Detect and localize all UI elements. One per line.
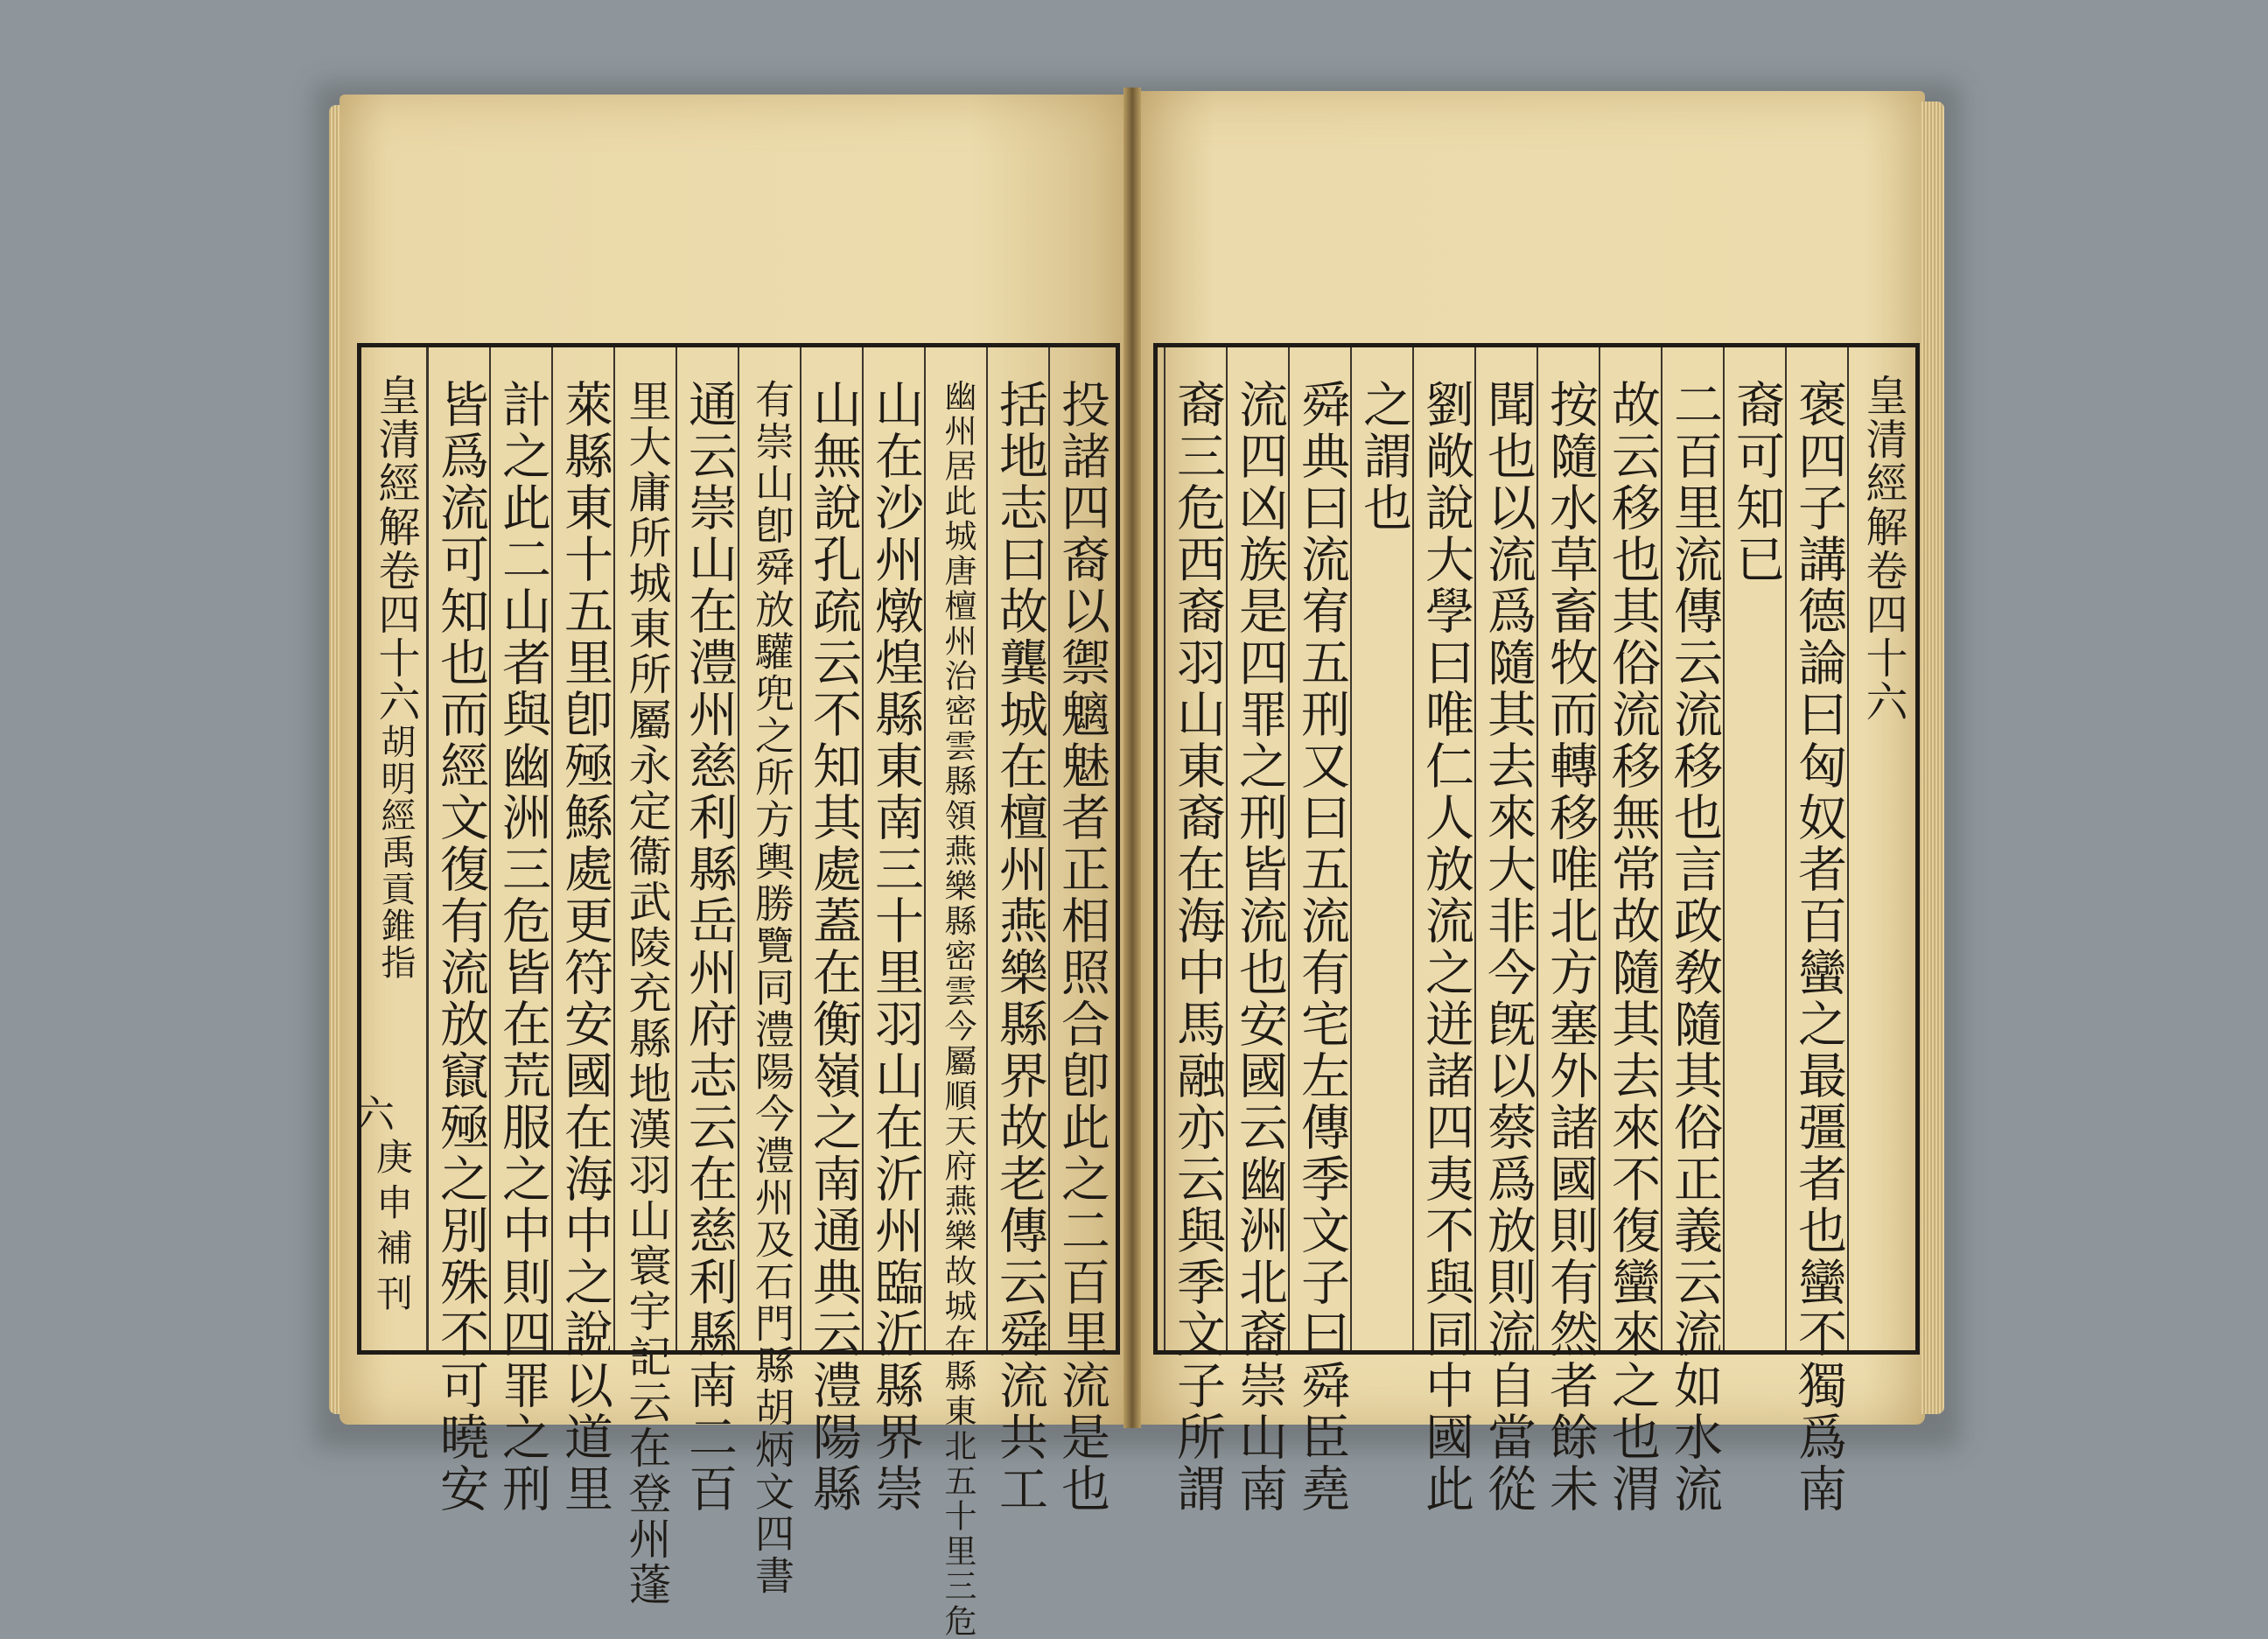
right-text-column: 裔可知已: [1728, 379, 1785, 585]
left-text-column: 萊縣東十五里卽殛鯀處更符安國在海中之說以道里: [556, 379, 613, 1515]
column-rule: [489, 347, 491, 1350]
column-rule: [551, 347, 553, 1350]
right-text-column: 按隨水草畜牧而轉移唯北方塞外諸國則有然者餘未: [1542, 379, 1599, 1515]
column-rule: [1226, 347, 1228, 1350]
column-rule: [986, 347, 988, 1350]
column-rule: [676, 347, 677, 1350]
left-text-column: 山在沙州燉煌縣東南三十里羽山在沂州臨沂縣界崇: [867, 379, 924, 1515]
right-text-column: 二百里流傳云流移也言政敎隨其俗正義云流如水流: [1666, 379, 1723, 1515]
column-rule: [1350, 347, 1352, 1350]
left-colophon: 庚申補刊: [371, 1138, 414, 1320]
left-text-column: 投諸四裔以禦魑魅者正相照合卽此之二百里流是也: [1054, 379, 1110, 1515]
column-rule: [1412, 347, 1414, 1350]
left-text-column: 有崇山卽舜放驩兜之所方輿勝覽同澧陽今澧州及石門縣胡炳文四書: [748, 379, 794, 1597]
right-text-frame: [1153, 343, 1920, 1515]
column-rule: [1474, 347, 1476, 1350]
page-edges-right: [1922, 102, 1944, 1414]
book-gutter: [1124, 88, 1141, 1428]
column-rule: [1661, 347, 1662, 1350]
column-rule: [1536, 347, 1538, 1350]
column-rule: [924, 347, 926, 1350]
column-rule: [1599, 347, 1600, 1350]
column-rule: [613, 347, 615, 1350]
right-margin-volume: 卷四十六: [1858, 549, 1908, 724]
column-rule: [800, 347, 802, 1350]
left-page-number: 六: [349, 1094, 394, 1132]
right-text-column: 流四凶族是四罪之刑皆流也安國云幽洲北裔崇山南: [1231, 379, 1288, 1515]
column-rule: [738, 347, 739, 1350]
column-rule: [1785, 347, 1787, 1350]
right-text-column: 舜典曰流宥五刑又曰五流有宅左傳季文子曰舜臣堯: [1293, 379, 1350, 1515]
column-rule: [862, 347, 864, 1350]
right-text-column: 故云移也其俗流移無常故隨其去來不復蠻來之也渭: [1604, 379, 1661, 1515]
right-text-column: 之謂也: [1355, 379, 1412, 534]
column-rule: [1164, 347, 1166, 1350]
left-text-column: 幽州居此城唐檀州治密雲縣領燕樂縣密雲今屬順天府燕樂故城在縣東北五十里三危: [939, 379, 976, 1639]
left-text-column: 計之此二山者與幽洲三危皆在荒服之中則四罪之刑: [494, 379, 551, 1515]
left-text-column: 里大庸所城東所屬永定衞武陵充縣地漢羽山寰宇記云在登州蓬: [622, 379, 672, 1607]
left-margin-work: 胡明經禹貢錐指: [375, 724, 416, 981]
right-text-column: 裔三危西裔羽山東裔在海中馬融亦云與季文子所謂: [1169, 379, 1226, 1515]
left-text-column: 皆爲流可知也而經文復有流放竄殛之別殊不可曉安: [432, 379, 489, 1515]
column-rule: [1288, 347, 1290, 1350]
column-rule: [427, 347, 429, 1350]
column-rule: [1048, 347, 1050, 1350]
left-text-column: 括地志曰故龔城在檀州燕樂縣界故老傳云舜流共工: [991, 379, 1048, 1515]
left-text-column: 山無說孔疏云不知其處蓋在衡嶺之南通典云澧陽縣: [805, 379, 862, 1515]
left-margin-title: 皇清經解: [371, 374, 420, 549]
left-margin-volume: 卷四十六: [371, 549, 420, 724]
left-text-frame: [357, 343, 1120, 1639]
right-margin-label: [1849, 347, 1914, 1350]
column-rule: [1723, 347, 1725, 1350]
right-margin-title: 皇清經解: [1858, 374, 1908, 549]
right-text-column: 褒四子講德論曰匈奴者百蠻之最彊者也蠻不獨爲南: [1790, 379, 1847, 1515]
left-text-column: 通云崇山在澧州慈利縣岳州府志云在慈利縣南二百: [681, 379, 738, 1515]
right-text-column: 劉敞說大學曰唯仁人放流之迸諸四夷不與同中國此: [1418, 379, 1474, 1515]
right-text-column: 聞也以流爲隨其去來大非今旣以蔡爲放則流自當從: [1480, 379, 1536, 1515]
